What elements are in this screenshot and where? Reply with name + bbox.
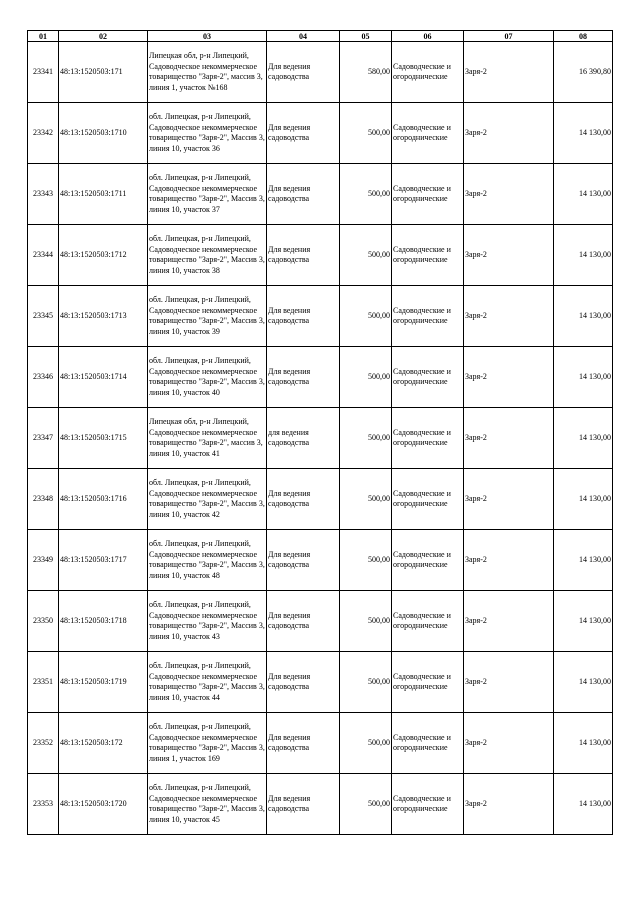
address-cell: обл. Липецкая, р-н Липецкий, Садоводческое некоммерческое товарищество "Заря-2", Массив 3, линия 10, участок 48	[148, 530, 267, 591]
cadastral-value-cell: 14 130,00	[554, 164, 613, 225]
table-row	[28, 286, 613, 347]
address-cell: обл. Липецкая, р-н Липецкий, Садоводческое некоммерческое товарищество "Заря-2", Массив 3, линия 10, участок 37	[148, 164, 267, 225]
area-cell: 500,00	[340, 652, 392, 713]
cadastral-number-cell: 48:13:1520503:1711	[59, 164, 148, 225]
row-number-cell: 23345	[28, 286, 59, 347]
row-number-cell: 23341	[28, 42, 59, 103]
cadastral-value-cell: 16 390,80	[554, 42, 613, 103]
organization-cell: Заря-2	[464, 164, 554, 225]
cadastral-value-cell: 14 130,00	[554, 469, 613, 530]
land-category-cell: Садоводческие и огороднические	[392, 408, 464, 469]
address-cell: обл. Липецкая, р-н Липецкий, Садоводческое некоммерческое товарищество "Заря-2", Массив 3, линия 10, участок 36	[148, 103, 267, 164]
address-cell: обл. Липецкая, р-н Липецкий, Садоводческое некоммерческое товарищество "Заря-2", Массив 3, линия 10, участок 42	[148, 469, 267, 530]
address-cell: обл. Липецкая, р-н Липецкий, Садоводческое некоммерческое товарищество "Заря-2", Массив 3, линия 10, участок 43	[148, 591, 267, 652]
cadastral-number-cell: 48:13:1520503:1720	[59, 774, 148, 835]
address-cell: обл. Липецкая, р-н Липецкий, Садоводческое некоммерческое товарищество "Заря-2", Массив 3, линия 1, участок 169	[148, 713, 267, 774]
table-row	[28, 42, 613, 103]
cadastral-number-cell: 48:13:1520503:1712	[59, 225, 148, 286]
column-header: 07	[464, 31, 554, 42]
address-cell: Липецкая обл, р-н Липецкий, Садоводческое некоммерческое товарищество "Заря-2", массив 3, линия 10, участок 41	[148, 408, 267, 469]
cadastral-value-cell: 14 130,00	[554, 408, 613, 469]
permitted-use-cell: Для ведения садоводства	[267, 103, 340, 164]
organization-cell: Заря-2	[464, 347, 554, 408]
cadastral-number-cell: 48:13:1520503:171	[59, 42, 148, 103]
land-category-cell: Садоводческие и огороднические	[392, 774, 464, 835]
organization-cell: Заря-2	[464, 408, 554, 469]
area-cell: 500,00	[340, 347, 392, 408]
table-body	[28, 42, 613, 835]
table-row	[28, 591, 613, 652]
land-category-cell: Садоводческие и огороднические	[392, 286, 464, 347]
address-cell: обл. Липецкая, р-н Липецкий, Садоводческое некоммерческое товарищество "Заря-2", Массив 3, линия 10, участок 45	[148, 774, 267, 835]
table-row	[28, 774, 613, 835]
cadastral-number-cell: 48:13:1520503:1716	[59, 469, 148, 530]
cadastral-number-cell: 48:13:1520503:172	[59, 713, 148, 774]
land-category-cell: Садоводческие и огороднические	[392, 42, 464, 103]
land-category-cell: Садоводческие и огороднические	[392, 347, 464, 408]
area-cell: 500,00	[340, 591, 392, 652]
cadastral-value-cell: 14 130,00	[554, 652, 613, 713]
cadastral-value-cell: 14 130,00	[554, 225, 613, 286]
column-header: 02	[59, 31, 148, 42]
table-row	[28, 164, 613, 225]
permitted-use-cell: Для ведения садоводства	[267, 225, 340, 286]
cadastral-value-cell: 14 130,00	[554, 347, 613, 408]
area-cell: 500,00	[340, 469, 392, 530]
permitted-use-cell: Для ведения садоводства	[267, 713, 340, 774]
row-number-cell: 23342	[28, 103, 59, 164]
land-category-cell: Садоводческие и огороднические	[392, 591, 464, 652]
permitted-use-cell: Для ведения садоводства	[267, 286, 340, 347]
row-number-cell: 23346	[28, 347, 59, 408]
area-cell: 580,00	[340, 42, 392, 103]
cadastral-value-cell: 14 130,00	[554, 103, 613, 164]
area-cell: 500,00	[340, 286, 392, 347]
permitted-use-cell: Для ведения садоводства	[267, 347, 340, 408]
row-number-cell: 23347	[28, 408, 59, 469]
permitted-use-cell: Для ведения садоводства	[267, 469, 340, 530]
table-row	[28, 408, 613, 469]
permitted-use-cell: для ведения садоводства	[267, 408, 340, 469]
land-category-cell: Садоводческие и огороднические	[392, 652, 464, 713]
row-number-cell: 23350	[28, 591, 59, 652]
cadastral-number-cell: 48:13:1520503:1710	[59, 103, 148, 164]
address-cell: обл. Липецкая, р-н Липецкий, Садоводческое некоммерческое товарищество "Заря-2", Массив 3, линия 10, участок 39	[148, 286, 267, 347]
land-category-cell: Садоводческие и огороднические	[392, 469, 464, 530]
table-row	[28, 469, 613, 530]
column-header: 06	[392, 31, 464, 42]
permitted-use-cell: Для ведения садоводства	[267, 164, 340, 225]
permitted-use-cell: Для ведения садоводства	[267, 774, 340, 835]
row-number-cell: 23344	[28, 225, 59, 286]
organization-cell: Заря-2	[464, 103, 554, 164]
permitted-use-cell: Для ведения садоводства	[267, 591, 340, 652]
table-row	[28, 225, 613, 286]
row-number-cell: 23348	[28, 469, 59, 530]
cadastral-number-cell: 48:13:1520503:1717	[59, 530, 148, 591]
cadastral-number-cell: 48:13:1520503:1719	[59, 652, 148, 713]
area-cell: 500,00	[340, 408, 392, 469]
permitted-use-cell: Для ведения садоводства	[267, 530, 340, 591]
organization-cell: Заря-2	[464, 591, 554, 652]
table-row	[28, 347, 613, 408]
registry-table	[27, 30, 613, 835]
permitted-use-cell: Для ведения садоводства	[267, 42, 340, 103]
area-cell: 500,00	[340, 103, 392, 164]
cadastral-number-cell: 48:13:1520503:1715	[59, 408, 148, 469]
cadastral-value-cell: 14 130,00	[554, 713, 613, 774]
table-row	[28, 103, 613, 164]
row-number-cell: 23351	[28, 652, 59, 713]
area-cell: 500,00	[340, 774, 392, 835]
organization-cell: Заря-2	[464, 774, 554, 835]
permitted-use-cell: Для ведения садоводства	[267, 652, 340, 713]
address-cell: обл. Липецкая, р-н Липецкий, Садоводческое некоммерческое товарищество "Заря-2", Массив 3, линия 10, участок 44	[148, 652, 267, 713]
area-cell: 500,00	[340, 164, 392, 225]
land-category-cell: Садоводческие и огороднические	[392, 225, 464, 286]
cadastral-value-cell: 14 130,00	[554, 286, 613, 347]
table-row	[28, 652, 613, 713]
land-category-cell: Садоводческие и огороднические	[392, 164, 464, 225]
cadastral-value-cell: 14 130,00	[554, 530, 613, 591]
address-cell: Липецкая обл, р-н Липецкий, Садоводческое некоммерческое товарищество "Заря-2", массив 3, линия 1, участок №168	[148, 42, 267, 103]
area-cell: 500,00	[340, 713, 392, 774]
cadastral-number-cell: 48:13:1520503:1713	[59, 286, 148, 347]
land-category-cell: Садоводческие и огороднические	[392, 713, 464, 774]
table-row	[28, 530, 613, 591]
organization-cell: Заря-2	[464, 652, 554, 713]
table-header	[28, 31, 613, 42]
row-number-cell: 23353	[28, 774, 59, 835]
organization-cell: Заря-2	[464, 530, 554, 591]
header-row	[28, 31, 613, 42]
area-cell: 500,00	[340, 530, 392, 591]
row-number-cell: 23349	[28, 530, 59, 591]
organization-cell: Заря-2	[464, 286, 554, 347]
address-cell: обл. Липецкая, р-н Липецкий, Садоводческое некоммерческое товарищество "Заря-2", Массив 3, линия 10, участок 40	[148, 347, 267, 408]
organization-cell: Заря-2	[464, 469, 554, 530]
cadastral-number-cell: 48:13:1520503:1718	[59, 591, 148, 652]
land-category-cell: Садоводческие и огороднические	[392, 103, 464, 164]
cadastral-number-cell: 48:13:1520503:1714	[59, 347, 148, 408]
row-number-cell: 23343	[28, 164, 59, 225]
column-header: 05	[340, 31, 392, 42]
organization-cell: Заря-2	[464, 42, 554, 103]
row-number-cell: 23352	[28, 713, 59, 774]
cadastral-value-cell: 14 130,00	[554, 591, 613, 652]
column-header: 03	[148, 31, 267, 42]
cadastral-value-cell: 14 130,00	[554, 774, 613, 835]
organization-cell: Заря-2	[464, 713, 554, 774]
area-cell: 500,00	[340, 225, 392, 286]
address-cell: обл. Липецкая, р-н Липецкий, Садоводческое некоммерческое товарищество "Заря-2", Массив 3, линия 10, участок 38	[148, 225, 267, 286]
column-header: 01	[28, 31, 59, 42]
organization-cell: Заря-2	[464, 225, 554, 286]
column-header: 08	[554, 31, 613, 42]
table-row	[28, 713, 613, 774]
column-header: 04	[267, 31, 340, 42]
land-category-cell: Садоводческие и огороднические	[392, 530, 464, 591]
